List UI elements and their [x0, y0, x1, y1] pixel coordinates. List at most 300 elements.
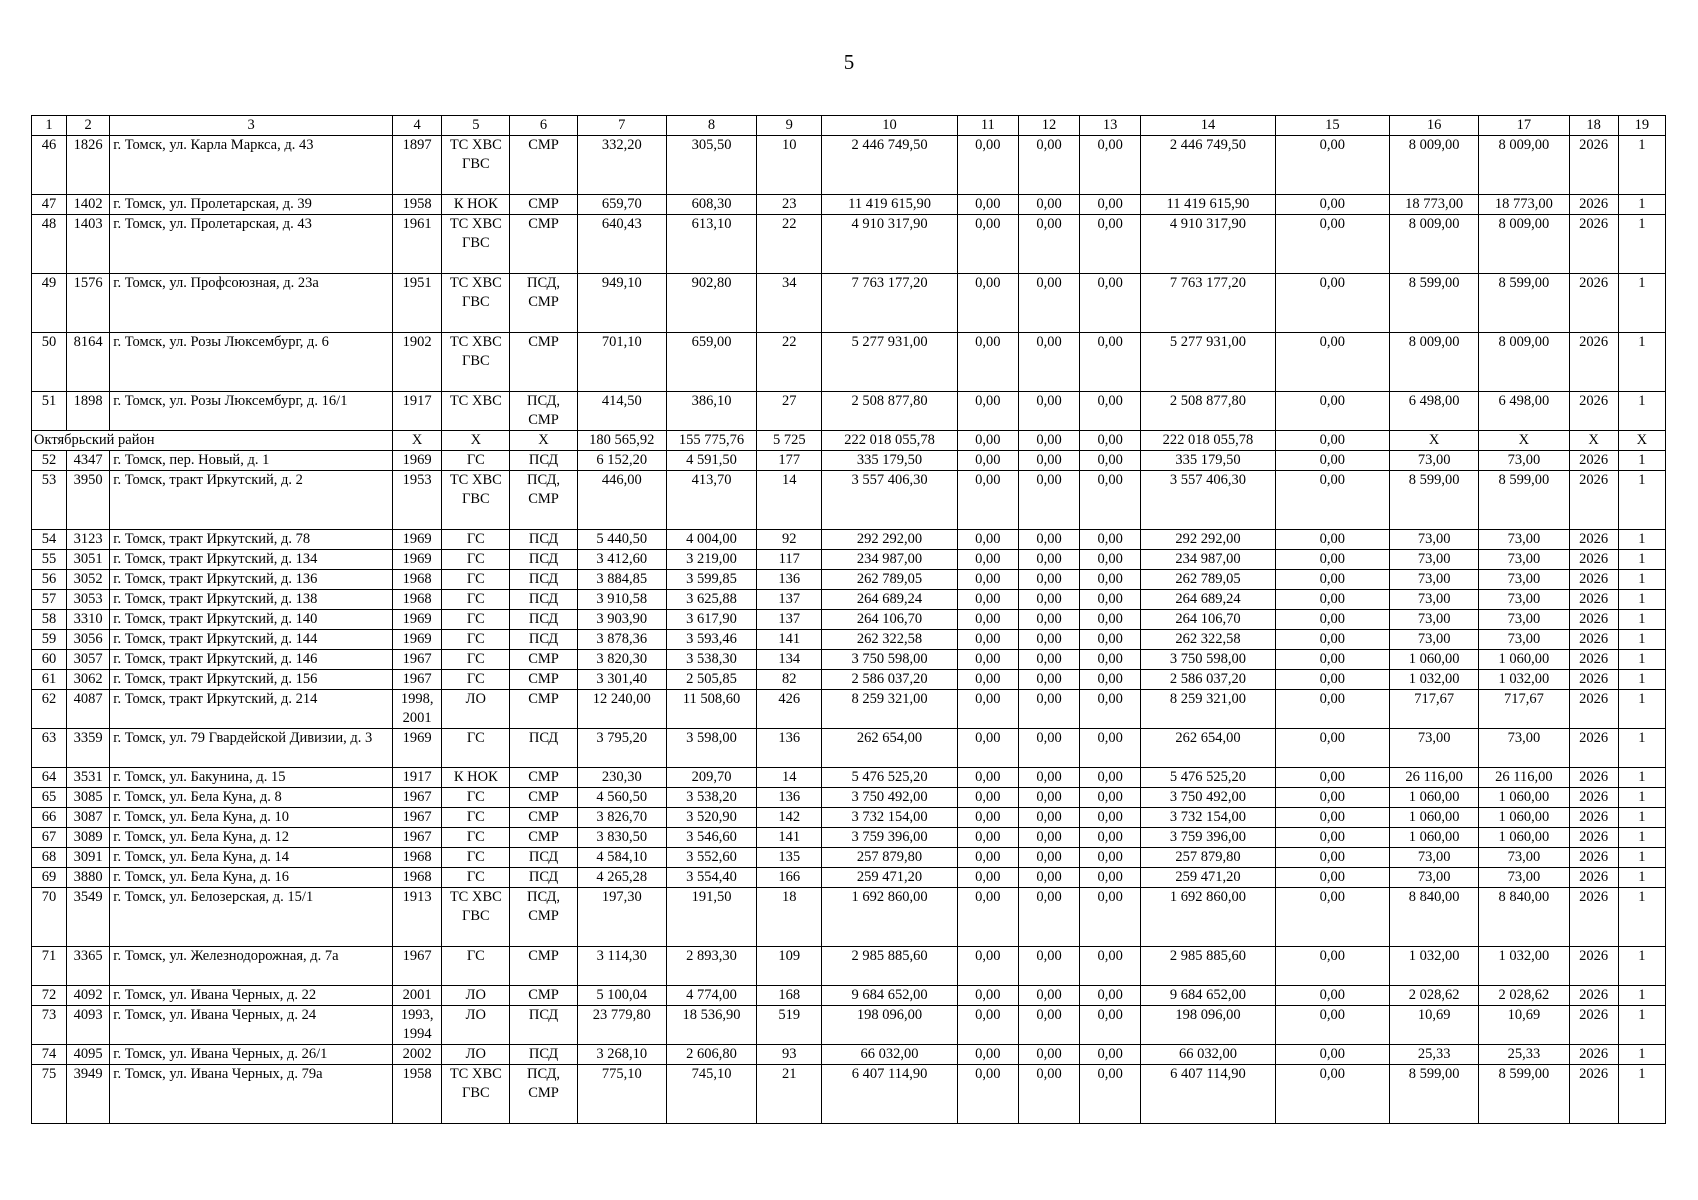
- limit-cost-cell: 26 116,00: [1479, 768, 1569, 788]
- work-stage-cell: СМР: [510, 650, 577, 670]
- col-19-cell: 1: [1618, 670, 1665, 690]
- total-area-cell: 5 440,50: [577, 530, 666, 550]
- cost-col-12-cell: 0,00: [1018, 1065, 1079, 1124]
- cost-col-13-cell: 0,00: [1080, 274, 1141, 333]
- residents-cell: 23: [757, 195, 822, 215]
- total-area-cell: 230,30: [577, 768, 666, 788]
- address-cell: г. Томск, ул. Ивана Черных, д. 26/1: [110, 1045, 393, 1065]
- work-type-cell: ТС ХВС ГВС: [442, 136, 510, 195]
- house-id-cell: 3051: [67, 550, 110, 570]
- cost-col-14-cell: 2 446 749,50: [1141, 136, 1275, 195]
- plan-year-cell: 2026: [1569, 808, 1618, 828]
- cost-col-14-cell: 2 586 037,20: [1141, 670, 1275, 690]
- limit-cost-cell: 73,00: [1479, 848, 1569, 868]
- subtotal-work-stage: Х: [510, 431, 577, 451]
- row-number-cell: 73: [32, 1006, 67, 1045]
- total-cost-cell: 262 789,05: [822, 570, 957, 590]
- table-row: [32, 947, 1666, 986]
- cost-col-12-cell: 0,00: [1018, 690, 1079, 729]
- col-19-cell: 1: [1618, 947, 1665, 986]
- total-area-cell: 640,43: [577, 215, 666, 274]
- cost-col-15-cell: 0,00: [1275, 274, 1389, 333]
- subtotal-cost-col-11: 0,00: [957, 431, 1018, 451]
- house-id-cell: 3085: [67, 788, 110, 808]
- plan-year-cell: 2026: [1569, 333, 1618, 392]
- year-built-cell: 1968: [393, 570, 442, 590]
- total-cost-cell: 2 985 885,60: [822, 947, 957, 986]
- total-cost-cell: 9 684 652,00: [822, 986, 957, 1006]
- work-stage-cell: ПСД: [510, 550, 577, 570]
- column-number-5: 5: [442, 116, 510, 136]
- row-number-cell: 62: [32, 690, 67, 729]
- cost-col-15-cell: 0,00: [1275, 729, 1389, 768]
- house-id-cell: 3057: [67, 650, 110, 670]
- cost-col-14-cell: 264 689,24: [1141, 590, 1275, 610]
- limit-cost-cell: 18 773,00: [1479, 195, 1569, 215]
- address-cell: г. Томск, ул. Пролетарская, д. 43: [110, 215, 393, 274]
- subtotal-residents: 5 725: [757, 431, 822, 451]
- cost-col-14-cell: 11 419 615,90: [1141, 195, 1275, 215]
- work-type-cell: ЛО: [442, 1045, 510, 1065]
- residents-cell: 137: [757, 590, 822, 610]
- plan-year-cell: 2026: [1569, 788, 1618, 808]
- total-area-cell: 197,30: [577, 888, 666, 947]
- col-19-cell: 1: [1618, 690, 1665, 729]
- limit-cost-cell: 8 009,00: [1479, 215, 1569, 274]
- limit-cost-cell: 2 028,62: [1479, 986, 1569, 1006]
- work-type-cell: ГС: [442, 670, 510, 690]
- year-built-cell: 1961: [393, 215, 442, 274]
- table-row: [32, 848, 1666, 868]
- plan-year-cell: 2026: [1569, 570, 1618, 590]
- address-cell: г. Томск, тракт Иркутский, д. 134: [110, 550, 393, 570]
- total-area-cell: 4 560,50: [577, 788, 666, 808]
- house-id-cell: 3310: [67, 610, 110, 630]
- cost-col-11-cell: 0,00: [957, 471, 1018, 530]
- subtotal-unit-cost: Х: [1390, 431, 1479, 451]
- row-number-cell: 59: [32, 630, 67, 650]
- residents-cell: 168: [757, 986, 822, 1006]
- residents-cell: 93: [757, 1045, 822, 1065]
- row-number-cell: 47: [32, 195, 67, 215]
- limit-cost-cell: 25,33: [1479, 1045, 1569, 1065]
- cost-col-14-cell: 335 179,50: [1141, 451, 1275, 471]
- year-built-cell: 1968: [393, 868, 442, 888]
- residents-cell: 166: [757, 868, 822, 888]
- house-id-cell: 8164: [67, 333, 110, 392]
- house-id-cell: 1403: [67, 215, 110, 274]
- repair-schedule-table: [31, 115, 1666, 1124]
- table-row: [32, 451, 1666, 471]
- total-cost-cell: 2 586 037,20: [822, 670, 957, 690]
- address-cell: г. Томск, пер. Новый, д. 1: [110, 451, 393, 471]
- cost-col-12-cell: 0,00: [1018, 610, 1079, 630]
- cost-col-15-cell: 0,00: [1275, 550, 1389, 570]
- cost-col-11-cell: 0,00: [957, 1065, 1018, 1124]
- district-subtotal-row: [32, 431, 1666, 451]
- cost-col-15-cell: 0,00: [1275, 630, 1389, 650]
- unit-cost-cell: 8 599,00: [1390, 1065, 1479, 1124]
- cost-col-12-cell: 0,00: [1018, 471, 1079, 530]
- total-cost-cell: 292 292,00: [822, 530, 957, 550]
- house-id-cell: 3950: [67, 471, 110, 530]
- cost-col-15-cell: 0,00: [1275, 650, 1389, 670]
- residents-cell: 426: [757, 690, 822, 729]
- unit-cost-cell: 25,33: [1390, 1045, 1479, 1065]
- cost-col-11-cell: 0,00: [957, 768, 1018, 788]
- column-number-12: 12: [1018, 116, 1079, 136]
- total-cost-cell: 4 910 317,90: [822, 215, 957, 274]
- cost-col-14-cell: 257 879,80: [1141, 848, 1275, 868]
- column-number-14: 14: [1141, 116, 1275, 136]
- work-stage-cell: ПСД: [510, 590, 577, 610]
- residents-cell: 137: [757, 610, 822, 630]
- total-area-cell: 3 826,70: [577, 808, 666, 828]
- address-cell: г. Томск, тракт Иркутский, д. 136: [110, 570, 393, 590]
- unit-cost-cell: 1 032,00: [1390, 947, 1479, 986]
- living-area-cell: 3 552,60: [666, 848, 756, 868]
- col-19-cell: 1: [1618, 986, 1665, 1006]
- address-cell: г. Томск, тракт Иркутский, д. 138: [110, 590, 393, 610]
- cost-col-15-cell: 0,00: [1275, 392, 1389, 431]
- plan-year-cell: 2026: [1569, 690, 1618, 729]
- cost-col-12-cell: 0,00: [1018, 333, 1079, 392]
- living-area-cell: 3 546,60: [666, 828, 756, 848]
- col-19-cell: 1: [1618, 471, 1665, 530]
- total-cost-cell: 8 259 321,00: [822, 690, 957, 729]
- cost-col-14-cell: 259 471,20: [1141, 868, 1275, 888]
- house-id-cell: 3365: [67, 947, 110, 986]
- work-type-cell: ЛО: [442, 986, 510, 1006]
- living-area-cell: 3 599,85: [666, 570, 756, 590]
- cost-col-11-cell: 0,00: [957, 650, 1018, 670]
- col-19-cell: 1: [1618, 808, 1665, 828]
- total-area-cell: 3 884,85: [577, 570, 666, 590]
- work-type-cell: ГС: [442, 828, 510, 848]
- cost-col-14-cell: 7 763 177,20: [1141, 274, 1275, 333]
- table-row: [32, 570, 1666, 590]
- cost-col-15-cell: 0,00: [1275, 136, 1389, 195]
- cost-col-11-cell: 0,00: [957, 530, 1018, 550]
- column-number-2: 2: [67, 116, 110, 136]
- work-stage-cell: ПСД, СМР: [510, 1065, 577, 1124]
- plan-year-cell: 2026: [1569, 670, 1618, 690]
- house-id-cell: 1576: [67, 274, 110, 333]
- plan-year-cell: 2026: [1569, 828, 1618, 848]
- cost-col-11-cell: 0,00: [957, 986, 1018, 1006]
- unit-cost-cell: 73,00: [1390, 868, 1479, 888]
- cost-col-14-cell: 66 032,00: [1141, 1045, 1275, 1065]
- cost-col-12-cell: 0,00: [1018, 392, 1079, 431]
- living-area-cell: 3 625,88: [666, 590, 756, 610]
- row-number-cell: 65: [32, 788, 67, 808]
- work-type-cell: ГС: [442, 729, 510, 768]
- work-type-cell: ГС: [442, 590, 510, 610]
- plan-year-cell: 2026: [1569, 195, 1618, 215]
- year-built-cell: 1993, 1994: [393, 1006, 442, 1045]
- cost-col-11-cell: 0,00: [957, 788, 1018, 808]
- total-cost-cell: 2 446 749,50: [822, 136, 957, 195]
- cost-col-12-cell: 0,00: [1018, 729, 1079, 768]
- cost-col-13-cell: 0,00: [1080, 788, 1141, 808]
- address-cell: г. Томск, ул. 79 Гвардейской Дивизии, д. 3: [110, 729, 393, 768]
- residents-cell: 82: [757, 670, 822, 690]
- year-built-cell: 1913: [393, 888, 442, 947]
- work-stage-cell: СМР: [510, 690, 577, 729]
- column-number-3: 3: [110, 116, 393, 136]
- living-area-cell: 2 606,80: [666, 1045, 756, 1065]
- living-area-cell: 608,30: [666, 195, 756, 215]
- cost-col-14-cell: 5 476 525,20: [1141, 768, 1275, 788]
- year-built-cell: 1967: [393, 808, 442, 828]
- column-number-7: 7: [577, 116, 666, 136]
- residents-cell: 134: [757, 650, 822, 670]
- cost-col-15-cell: 0,00: [1275, 788, 1389, 808]
- unit-cost-cell: 73,00: [1390, 451, 1479, 471]
- unit-cost-cell: 1 060,00: [1390, 808, 1479, 828]
- house-id-cell: 3053: [67, 590, 110, 610]
- living-area-cell: 3 538,20: [666, 788, 756, 808]
- cost-col-13-cell: 0,00: [1080, 610, 1141, 630]
- col-19-cell: 1: [1618, 274, 1665, 333]
- year-built-cell: 1967: [393, 828, 442, 848]
- column-number-13: 13: [1080, 116, 1141, 136]
- house-id-cell: 3123: [67, 530, 110, 550]
- table-body: [32, 116, 1666, 1124]
- work-stage-cell: СМР: [510, 986, 577, 1006]
- col-19-cell: 1: [1618, 550, 1665, 570]
- unit-cost-cell: 73,00: [1390, 590, 1479, 610]
- plan-year-cell: 2026: [1569, 1045, 1618, 1065]
- cost-col-14-cell: 264 106,70: [1141, 610, 1275, 630]
- limit-cost-cell: 8 009,00: [1479, 136, 1569, 195]
- work-type-cell: ГС: [442, 788, 510, 808]
- work-type-cell: ГС: [442, 530, 510, 550]
- total-cost-cell: 3 732 154,00: [822, 808, 957, 828]
- living-area-cell: 4 591,50: [666, 451, 756, 471]
- cost-col-14-cell: 262 322,58: [1141, 630, 1275, 650]
- cost-col-13-cell: 0,00: [1080, 729, 1141, 768]
- total-area-cell: 3 268,10: [577, 1045, 666, 1065]
- row-number-cell: 72: [32, 986, 67, 1006]
- year-built-cell: 1958: [393, 195, 442, 215]
- table-row: [32, 195, 1666, 215]
- cost-col-15-cell: 0,00: [1275, 590, 1389, 610]
- total-area-cell: 3 795,20: [577, 729, 666, 768]
- limit-cost-cell: 1 060,00: [1479, 808, 1569, 828]
- address-cell: г. Томск, ул. Белозерская, д. 15/1: [110, 888, 393, 947]
- work-type-cell: ТС ХВС ГВС: [442, 333, 510, 392]
- year-built-cell: 1902: [393, 333, 442, 392]
- residents-cell: 141: [757, 630, 822, 650]
- table-row: [32, 729, 1666, 768]
- work-type-cell: ГС: [442, 610, 510, 630]
- work-stage-cell: СМР: [510, 215, 577, 274]
- cost-col-13-cell: 0,00: [1080, 1045, 1141, 1065]
- subtotal-plan-year: Х: [1569, 431, 1618, 451]
- cost-col-14-cell: 198 096,00: [1141, 1006, 1275, 1045]
- cost-col-11-cell: 0,00: [957, 215, 1018, 274]
- address-cell: г. Томск, тракт Иркутский, д. 146: [110, 650, 393, 670]
- limit-cost-cell: 1 060,00: [1479, 650, 1569, 670]
- living-area-cell: 3 598,00: [666, 729, 756, 768]
- living-area-cell: 413,70: [666, 471, 756, 530]
- cost-col-14-cell: 4 910 317,90: [1141, 215, 1275, 274]
- total-area-cell: 4 584,10: [577, 848, 666, 868]
- work-stage-cell: ПСД, СМР: [510, 274, 577, 333]
- col-19-cell: 1: [1618, 768, 1665, 788]
- limit-cost-cell: 8 009,00: [1479, 333, 1569, 392]
- year-built-cell: 1969: [393, 610, 442, 630]
- cost-col-14-cell: 262 789,05: [1141, 570, 1275, 590]
- unit-cost-cell: 6 498,00: [1390, 392, 1479, 431]
- work-type-cell: ГС: [442, 451, 510, 471]
- cost-col-14-cell: 292 292,00: [1141, 530, 1275, 550]
- residents-cell: 34: [757, 274, 822, 333]
- cost-col-11-cell: 0,00: [957, 868, 1018, 888]
- residents-cell: 141: [757, 828, 822, 848]
- col-19-cell: 1: [1618, 1006, 1665, 1045]
- cost-col-11-cell: 0,00: [957, 136, 1018, 195]
- col-19-cell: 1: [1618, 1065, 1665, 1124]
- total-cost-cell: 6 407 114,90: [822, 1065, 957, 1124]
- col-19-cell: 1: [1618, 868, 1665, 888]
- work-type-cell: ГС: [442, 570, 510, 590]
- total-area-cell: 3 114,30: [577, 947, 666, 986]
- cost-col-15-cell: 0,00: [1275, 610, 1389, 630]
- cost-col-13-cell: 0,00: [1080, 333, 1141, 392]
- cost-col-15-cell: 0,00: [1275, 768, 1389, 788]
- cost-col-13-cell: 0,00: [1080, 195, 1141, 215]
- residents-cell: 22: [757, 215, 822, 274]
- col-19-cell: 1: [1618, 610, 1665, 630]
- address-cell: г. Томск, тракт Иркутский, д. 140: [110, 610, 393, 630]
- total-cost-cell: 262 322,58: [822, 630, 957, 650]
- cost-col-12-cell: 0,00: [1018, 451, 1079, 471]
- residents-cell: 22: [757, 333, 822, 392]
- work-type-cell: ГС: [442, 650, 510, 670]
- work-type-cell: ГС: [442, 630, 510, 650]
- house-id-cell: 3531: [67, 768, 110, 788]
- cost-col-15-cell: 0,00: [1275, 1065, 1389, 1124]
- cost-col-12-cell: 0,00: [1018, 868, 1079, 888]
- plan-year-cell: 2026: [1569, 768, 1618, 788]
- table-row: [32, 828, 1666, 848]
- cost-col-11-cell: 0,00: [957, 848, 1018, 868]
- address-cell: г. Томск, ул. Бела Куна, д. 8: [110, 788, 393, 808]
- unit-cost-cell: 10,69: [1390, 1006, 1479, 1045]
- cost-col-14-cell: 6 407 114,90: [1141, 1065, 1275, 1124]
- cost-col-11-cell: 0,00: [957, 670, 1018, 690]
- unit-cost-cell: 73,00: [1390, 630, 1479, 650]
- work-stage-cell: СМР: [510, 828, 577, 848]
- work-stage-cell: ПСД, СМР: [510, 392, 577, 431]
- col-19-cell: 1: [1618, 630, 1665, 650]
- col-19-cell: 1: [1618, 1045, 1665, 1065]
- total-cost-cell: 259 471,20: [822, 868, 957, 888]
- column-number-18: 18: [1569, 116, 1618, 136]
- residents-cell: 10: [757, 136, 822, 195]
- work-type-cell: ТС ХВС ГВС: [442, 471, 510, 530]
- year-built-cell: 1969: [393, 729, 442, 768]
- limit-cost-cell: 1 032,00: [1479, 947, 1569, 986]
- col-19-cell: 1: [1618, 828, 1665, 848]
- address-cell: г. Томск, ул. Ивана Черных, д. 79а: [110, 1065, 393, 1124]
- plan-year-cell: 2026: [1569, 392, 1618, 431]
- cost-col-14-cell: 3 759 396,00: [1141, 828, 1275, 848]
- unit-cost-cell: 73,00: [1390, 729, 1479, 768]
- work-stage-cell: ПСД: [510, 610, 577, 630]
- address-cell: г. Томск, ул. Бела Куна, д. 14: [110, 848, 393, 868]
- cost-col-12-cell: 0,00: [1018, 570, 1079, 590]
- house-id-cell: 1826: [67, 136, 110, 195]
- cost-col-11-cell: 0,00: [957, 610, 1018, 630]
- column-number-9: 9: [757, 116, 822, 136]
- column-number-15: 15: [1275, 116, 1389, 136]
- total-cost-cell: 66 032,00: [822, 1045, 957, 1065]
- unit-cost-cell: 73,00: [1390, 530, 1479, 550]
- cost-col-11-cell: 0,00: [957, 550, 1018, 570]
- plan-year-cell: 2026: [1569, 136, 1618, 195]
- table-row: [32, 788, 1666, 808]
- row-number-cell: 54: [32, 530, 67, 550]
- total-area-cell: 3 301,40: [577, 670, 666, 690]
- row-number-cell: 57: [32, 590, 67, 610]
- total-cost-cell: 264 689,24: [822, 590, 957, 610]
- subtotal-limit-cost: Х: [1479, 431, 1569, 451]
- total-cost-cell: 2 508 877,80: [822, 392, 957, 431]
- total-area-cell: 6 152,20: [577, 451, 666, 471]
- unit-cost-cell: 26 116,00: [1390, 768, 1479, 788]
- residents-cell: 109: [757, 947, 822, 986]
- work-type-cell: К НОК: [442, 768, 510, 788]
- column-number-6: 6: [510, 116, 577, 136]
- living-area-cell: 2 893,30: [666, 947, 756, 986]
- living-area-cell: 18 536,90: [666, 1006, 756, 1045]
- work-stage-cell: ПСД: [510, 630, 577, 650]
- plan-year-cell: 2026: [1569, 451, 1618, 471]
- cost-col-12-cell: 0,00: [1018, 590, 1079, 610]
- work-stage-cell: СМР: [510, 195, 577, 215]
- row-number-cell: 61: [32, 670, 67, 690]
- year-built-cell: 1951: [393, 274, 442, 333]
- year-built-cell: 1968: [393, 590, 442, 610]
- col-19-cell: 1: [1618, 570, 1665, 590]
- table-row: [32, 274, 1666, 333]
- year-built-cell: 1967: [393, 947, 442, 986]
- address-cell: г. Томск, ул. Ивана Черных, д. 22: [110, 986, 393, 1006]
- plan-year-cell: 2026: [1569, 610, 1618, 630]
- cost-col-12-cell: 0,00: [1018, 274, 1079, 333]
- total-cost-cell: 7 763 177,20: [822, 274, 957, 333]
- cost-col-11-cell: 0,00: [957, 570, 1018, 590]
- limit-cost-cell: 10,69: [1479, 1006, 1569, 1045]
- limit-cost-cell: 717,67: [1479, 690, 1569, 729]
- subtotal-cost-col-15: 0,00: [1275, 431, 1389, 451]
- house-id-cell: 4093: [67, 1006, 110, 1045]
- cost-col-15-cell: 0,00: [1275, 986, 1389, 1006]
- cost-col-13-cell: 0,00: [1080, 888, 1141, 947]
- year-built-cell: 1967: [393, 650, 442, 670]
- plan-year-cell: 2026: [1569, 590, 1618, 610]
- unit-cost-cell: 8 009,00: [1390, 215, 1479, 274]
- cost-col-12-cell: 0,00: [1018, 947, 1079, 986]
- unit-cost-cell: 1 060,00: [1390, 828, 1479, 848]
- address-cell: г. Томск, ул. Розы Люксембург, д. 6: [110, 333, 393, 392]
- limit-cost-cell: 73,00: [1479, 630, 1569, 650]
- year-built-cell: 1969: [393, 550, 442, 570]
- total-cost-cell: 3 557 406,30: [822, 471, 957, 530]
